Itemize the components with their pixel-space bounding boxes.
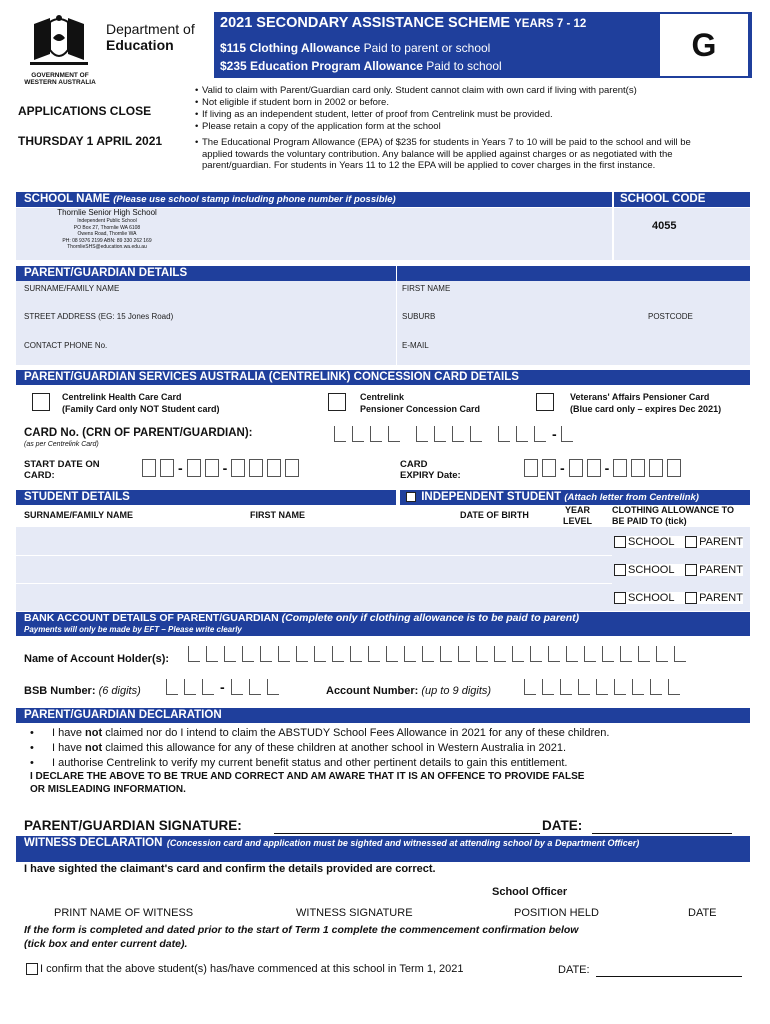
- start-date-line-1: START DATE ON: [24, 459, 100, 470]
- info-bullet-2: • Not eligible if student born in 2002 or before.: [202, 97, 742, 109]
- row-1-school-label: SCHOOL: [628, 536, 675, 548]
- declaration-heading: PARENT/GUARDIAN DECLARATION: [24, 709, 222, 721]
- row-3-parent-checkbox[interactable]: [685, 592, 697, 604]
- col-surname: SURNAME/FAMILY NAME: [24, 510, 134, 520]
- veterans-card-line-1: Veterans' Affairs Pensioner Card: [570, 392, 710, 402]
- parent-details-header: [16, 266, 750, 281]
- school-code-value: 4055: [652, 220, 677, 232]
- suburb-field[interactable]: SUBURB: [402, 312, 436, 321]
- bsb-label: [24, 685, 141, 697]
- scheme-years: YEARS 7 - 12: [514, 18, 587, 30]
- decl-1-post: claimed nor do I intend to claim the ABSTUDY School Fees Allowance in 2021 for any of these children.: [102, 727, 610, 739]
- scheme-title: [220, 15, 586, 31]
- witness-header: [16, 836, 750, 862]
- col-date-of-birth: DATE OF BIRTH: [460, 510, 529, 520]
- concession-card-header: [16, 370, 750, 385]
- card-number-note: (as per Centrelink Card): [24, 441, 99, 448]
- health-care-card-line-2: (Family Card only NOT Student card): [62, 404, 220, 414]
- info-bullet-1: • Valid to claim with Parent/Guardian card only. Student cannot claim with own card if living with parent(s): [202, 85, 750, 97]
- stamp-school-name: Thornlie Senior High School: [57, 208, 157, 217]
- government-label: [18, 72, 102, 86]
- government-line-1: GOVERNMENT OF: [31, 72, 89, 79]
- commencement-statement: I confirm that the above student(s) has/have commenced at this school in Term 1, 2021: [40, 963, 464, 975]
- declaration-bullet-2: [52, 742, 566, 754]
- bank-details-title: [24, 612, 750, 625]
- clothing-allowance-note: Paid to parent or school: [360, 41, 491, 55]
- parent-details-area: [16, 281, 750, 365]
- declaration-header: [16, 708, 750, 723]
- department-line-1: Department of: [106, 21, 195, 37]
- student-details-header: [16, 490, 396, 505]
- col-clothing-line-2: BE PAID TO (tick): [612, 516, 687, 526]
- clothing-allowance-line: [220, 41, 490, 55]
- term-note-line-2: (tick box and enter current date).: [24, 938, 188, 950]
- col-year-level: [563, 505, 592, 527]
- student-row-divider-1: [16, 555, 612, 556]
- school-stamp: [42, 208, 172, 251]
- row-3-school-checkbox[interactable]: [614, 592, 626, 604]
- col-year-line-1: YEAR: [565, 505, 591, 515]
- account-number-label: [326, 685, 491, 697]
- school-name-heading: SCHOOL NAME: [24, 193, 111, 205]
- info-bullet-4: • Please retain a copy of the application form at the school: [202, 121, 742, 133]
- start-date-boxes[interactable]: - -: [142, 459, 303, 477]
- start-date-label: [24, 459, 100, 481]
- pensioner-concession-checkbox[interactable]: [328, 393, 346, 411]
- account-holder-label: Name of Account Holder(s):: [24, 653, 170, 665]
- declaration-statement-1: I DECLARE THE ABOVE TO BE TRUE AND CORRECT AND AM AWARE THAT IT IS AN OFFENCE TO PROVIDE FALSE: [30, 771, 585, 782]
- expiry-date-boxes[interactable]: - -: [524, 459, 685, 477]
- row-2-parent-label: PARENT: [699, 564, 743, 576]
- bsb-boxes[interactable]: -: [166, 678, 285, 696]
- declaration-bullet-1: [52, 727, 609, 739]
- card-number-label: CARD No. (CRN OF PARENT/GUARDIAN):: [24, 427, 253, 439]
- commencement-date-label: DATE:: [558, 964, 590, 976]
- student-row-2-clothing: [614, 564, 743, 576]
- stamp-line-3: Owens Road, Thornlie WA: [77, 231, 137, 237]
- witness-position-label[interactable]: POSITION HELD: [514, 907, 599, 919]
- veterans-card-label: [570, 391, 721, 415]
- decl-2-pre: I have: [52, 742, 86, 754]
- commencement-checkbox[interactable]: [26, 963, 38, 975]
- close-date: THURSDAY 1 APRIL 2021: [18, 134, 163, 148]
- expiry-date-label: [400, 459, 461, 481]
- form-letter: G: [691, 27, 717, 63]
- term-note-line-1: If the form is completed and dated prior to the start of Term 1 complete the commencement confirmation below: [24, 924, 579, 936]
- contact-phone-field[interactable]: CONTACT PHONE No.: [24, 341, 108, 350]
- card-number-boxes[interactable]: -: [334, 425, 579, 443]
- row-1-parent-checkbox[interactable]: [685, 536, 697, 548]
- col-clothing-allowance: [612, 505, 734, 527]
- account-number-label-text: Account Number:: [326, 685, 419, 697]
- email-field[interactable]: E-MAIL: [402, 341, 429, 350]
- parent-vertical-divider: [396, 266, 397, 365]
- info-bullet-5: • The Educational Program Allowance (EPA) of $235 for students in Years 7 to 10 will be paid to the school and will be applied towards the voluntary contribution. Any balance will be applied against charges or as negotiated with the parent/guardian. For students in Years 11 to 12 the EPA will be applied to cover charges in the first instance.: [202, 137, 724, 172]
- row-3-school-label: SCHOOL: [628, 592, 675, 604]
- decl-2-bold: not: [85, 742, 103, 754]
- witness-print-name-label[interactable]: PRINT NAME OF WITNESS: [54, 907, 194, 919]
- school-code-heading: SCHOOL CODE: [620, 193, 706, 205]
- pensioner-concession-line-2: Pensioner Concession Card: [360, 404, 481, 414]
- parent-surname-field[interactable]: SURNAME/FAMILY NAME: [24, 284, 120, 293]
- witness-date-label[interactable]: DATE: [688, 907, 717, 919]
- independent-student-heading: INDEPENDENT STUDENT: [421, 491, 562, 503]
- decl-1-pre: I have: [52, 727, 86, 739]
- independent-student-note: (Attach letter from Centrelink): [564, 492, 699, 503]
- epa-line: [220, 59, 502, 73]
- school-code-field[interactable]: [614, 208, 750, 260]
- department-line-2: Education: [106, 37, 174, 53]
- government-line-2: WESTERN AUSTRALIA: [24, 79, 96, 86]
- decl-2-post: claimed this allowance for any of these children at another school in Western Australia in 2021.: [102, 742, 567, 754]
- stamp-line-4: PH: 08 9376 2199 ABN: 89 330 262 169: [62, 237, 152, 244]
- department-name: [106, 21, 195, 53]
- applications-close-label: APPLICATIONS CLOSE: [18, 104, 152, 118]
- start-date-line-2: CARD:: [24, 470, 55, 481]
- school-code-header: [614, 192, 750, 207]
- stamp-line-5: ThornlieSHS@education.wa.edu.au: [67, 244, 147, 250]
- bank-details-heading: BANK ACCOUNT DETAILS OF PARENT/GUARDIAN: [24, 612, 279, 624]
- stamp-line-1: Independent Public School: [77, 218, 137, 224]
- bsb-note: (6 digits): [98, 685, 141, 697]
- bank-details-note: (Complete only if clothing allowance is to be paid to parent): [281, 612, 580, 624]
- col-first-name: FIRST NAME: [250, 510, 305, 520]
- bank-details-header: [16, 612, 750, 636]
- pensioner-concession-label: [360, 391, 480, 415]
- info-bullet-3: • If living as an independent student, letter of proof from Centrelink must be provided.: [202, 109, 742, 121]
- pensioner-concession-line-1: Centrelink: [360, 392, 405, 402]
- expiry-date-line-2: EXPIRY Date:: [400, 470, 461, 481]
- bank-details-subnote: Payments will only be made by EFT – Please write clearly: [24, 625, 242, 634]
- row-2-school-label: SCHOOL: [628, 564, 675, 576]
- veterans-card-checkbox[interactable]: [536, 393, 554, 411]
- school-officer-label: School Officer: [492, 886, 568, 898]
- school-name-note: (Please use school stamp including phone number if possible): [113, 194, 396, 205]
- epa-note: Paid to school: [422, 59, 502, 73]
- declaration-bullet-3: • I authorise Centrelink to verify my current benefit status and other pertinent details to gain this entitlement.: [52, 757, 567, 769]
- veterans-card-line-2: (Blue card only – expires Dec 2021): [570, 404, 722, 414]
- student-row-3-clothing: [614, 592, 743, 604]
- parent-details-heading: PARENT/GUARDIAN DETAILS: [24, 267, 188, 279]
- parent-date-label: DATE:: [542, 818, 583, 833]
- account-number-boxes[interactable]: [524, 678, 686, 696]
- col-clothing-line-1: CLOTHING ALLOWANCE TO: [612, 505, 734, 515]
- epa-amount: $235 Education Program Allowance: [220, 59, 423, 73]
- parent-date-line[interactable]: [592, 833, 732, 834]
- school-name-header: [16, 192, 612, 207]
- account-number-note: (up to 9 digits): [421, 685, 492, 697]
- parent-signature-line[interactable]: [274, 833, 540, 834]
- student-row-1-clothing: [614, 536, 743, 548]
- health-care-card-label: [62, 391, 220, 415]
- witness-note: (Concession card and application must be sighted and witnessed at attending school by a Department Officer): [166, 838, 640, 848]
- expiry-date-line-1: CARD: [400, 459, 428, 470]
- bsb-label-text: BSB Number:: [24, 685, 96, 697]
- health-care-card-line-1: Centrelink Health Care Card: [62, 392, 182, 402]
- account-holder-boxes[interactable]: [188, 645, 692, 663]
- clothing-allowance-amount: $115 Clothing Allowance: [220, 41, 361, 55]
- commencement-confirmation: [26, 963, 464, 975]
- scheme-banner: [214, 12, 752, 78]
- independent-student-header: [400, 490, 750, 505]
- row-2-parent-checkbox[interactable]: [685, 564, 697, 576]
- row-3-parent-label: PARENT: [699, 592, 743, 604]
- row-2-school-checkbox[interactable]: [614, 564, 626, 576]
- concession-card-heading: PARENT/GUARDIAN SERVICES AUSTRALIA (CENTRELINK) CONCESSION CARD DETAILS: [24, 371, 519, 383]
- form-letter-box: [660, 14, 748, 76]
- postcode-field[interactable]: POSTCODE: [648, 312, 693, 321]
- decl-1-bold: not: [85, 727, 103, 739]
- health-care-card-checkbox[interactable]: [32, 393, 50, 411]
- stamp-line-2: PO Box 27, Thornlie WA 6108: [73, 224, 141, 231]
- student-details-heading: STUDENT DETAILS: [24, 491, 130, 503]
- school-stamp-field[interactable]: [16, 208, 612, 260]
- street-address-field[interactable]: STREET ADDRESS (EG: 15 Jones Road): [24, 312, 174, 321]
- independent-student-checkbox[interactable]: [406, 492, 416, 502]
- commencement-date-line[interactable]: [596, 976, 742, 977]
- wa-crest-logo: [20, 14, 98, 74]
- row-1-parent-label: PARENT: [699, 536, 743, 548]
- witness-heading: WITNESS DECLARATION: [24, 837, 163, 849]
- parent-signature-label: PARENT/GUARDIAN SIGNATURE:: [24, 818, 242, 833]
- declaration-statement-2: OR MISLEADING INFORMATION.: [30, 784, 186, 795]
- witness-sighted-statement: I have sighted the claimant's card and confirm the details provided are correct.: [24, 863, 436, 875]
- row-1-school-checkbox[interactable]: [614, 536, 626, 548]
- parent-first-name-field[interactable]: FIRST NAME: [402, 284, 451, 293]
- scheme-title-text: 2021 SECONDARY ASSISTANCE SCHEME: [220, 15, 511, 31]
- witness-signature-label[interactable]: WITNESS SIGNATURE: [296, 907, 413, 919]
- student-row-divider-2: [16, 583, 612, 584]
- col-year-line-2: LEVEL: [563, 516, 593, 526]
